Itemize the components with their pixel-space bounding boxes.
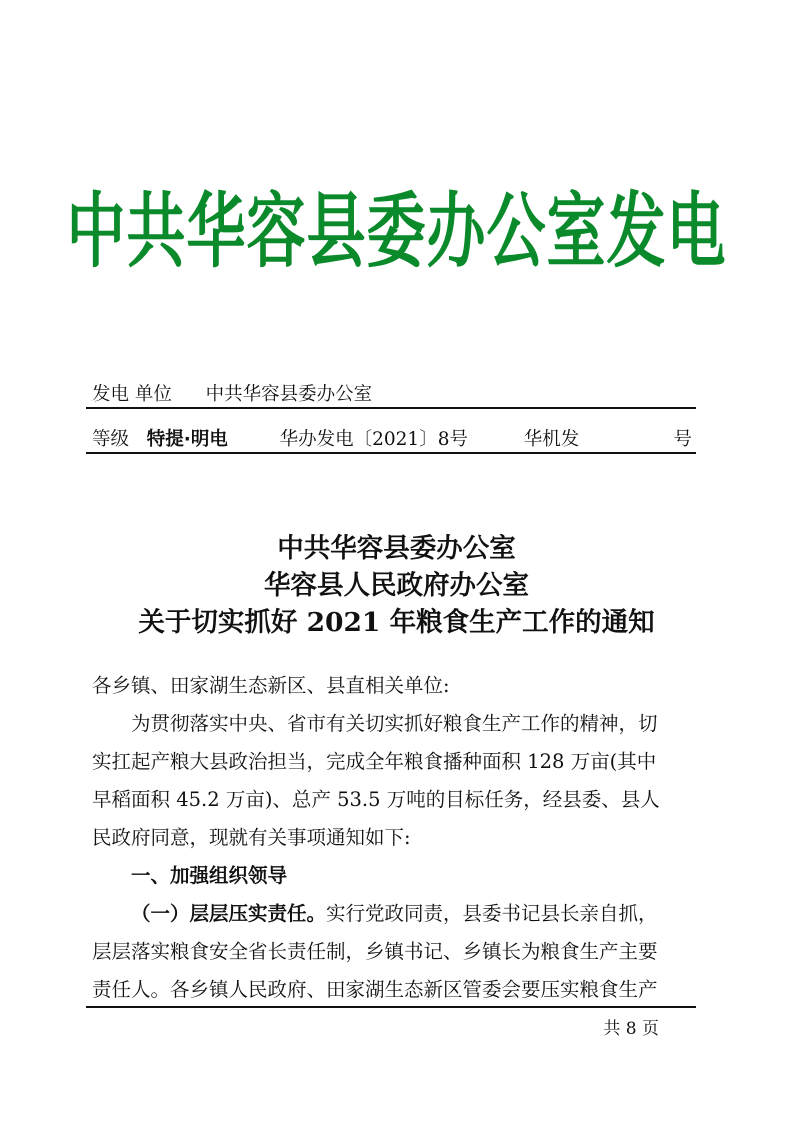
salutation: 各乡镇、田家湖生态新区、县直相关单位: xyxy=(92,674,450,697)
doc-number: 华办发电〔2021〕8号 xyxy=(279,429,468,450)
doc-title-line-3: 关于切实抓好 2021 年粮食生产工作的通知 xyxy=(138,607,655,638)
level-value: 特提·明电 xyxy=(146,429,228,450)
level-row xyxy=(92,425,696,451)
footer-divider xyxy=(86,1006,696,1008)
masthead-title: 中共华容县委办公室发电 xyxy=(66,183,727,279)
number-suffix: 号 xyxy=(673,429,692,450)
level-label: 等级 xyxy=(92,429,130,450)
page-count: 共 8 页 xyxy=(603,1019,659,1039)
doc-title-line-1: 中共华容县委办公室 xyxy=(277,533,516,564)
paragraph-line: 层层落实粮食安全省长责任制，乡镇书记、乡镇长为粮食生产主要 xyxy=(92,940,658,963)
paragraph-line: 民政府同意，现就有关事项通知如下: xyxy=(92,826,411,849)
paragraph-line: 为贯彻落实中央、省市有关切实抓好粮食生产工作的精神，切 xyxy=(131,712,658,735)
sender-value: 中共华容县委办公室 xyxy=(205,384,373,405)
divider-line xyxy=(86,452,696,454)
paragraph-line: 实扛起产粮大县政治担当，完成全年粮食播种面积 128 万亩(其中 xyxy=(92,750,657,773)
subsection-line xyxy=(92,898,741,926)
subsection-heading: （一）层层压实责任。 xyxy=(131,902,327,925)
section-heading: 一、加强组织领导 xyxy=(131,864,288,887)
subsection-text: 实行党政同责，县委书记县长亲自抓， xyxy=(326,902,658,925)
sender-row xyxy=(92,380,696,406)
doc-title-line-2: 华容县人民政府办公室 xyxy=(264,570,529,601)
divider-line xyxy=(86,407,696,409)
machine-label: 华机发 xyxy=(523,429,580,450)
paragraph-line: 早稻面积 45.2 万亩)、总产 53.5 万吨的目标任务，经县委、县人 xyxy=(92,788,660,811)
paragraph-line: 责任人。各乡镇人民政府、田家湖生态新区管委会要压实粮食生产 xyxy=(92,978,658,1001)
sender-label: 发电 单位 xyxy=(92,384,172,405)
